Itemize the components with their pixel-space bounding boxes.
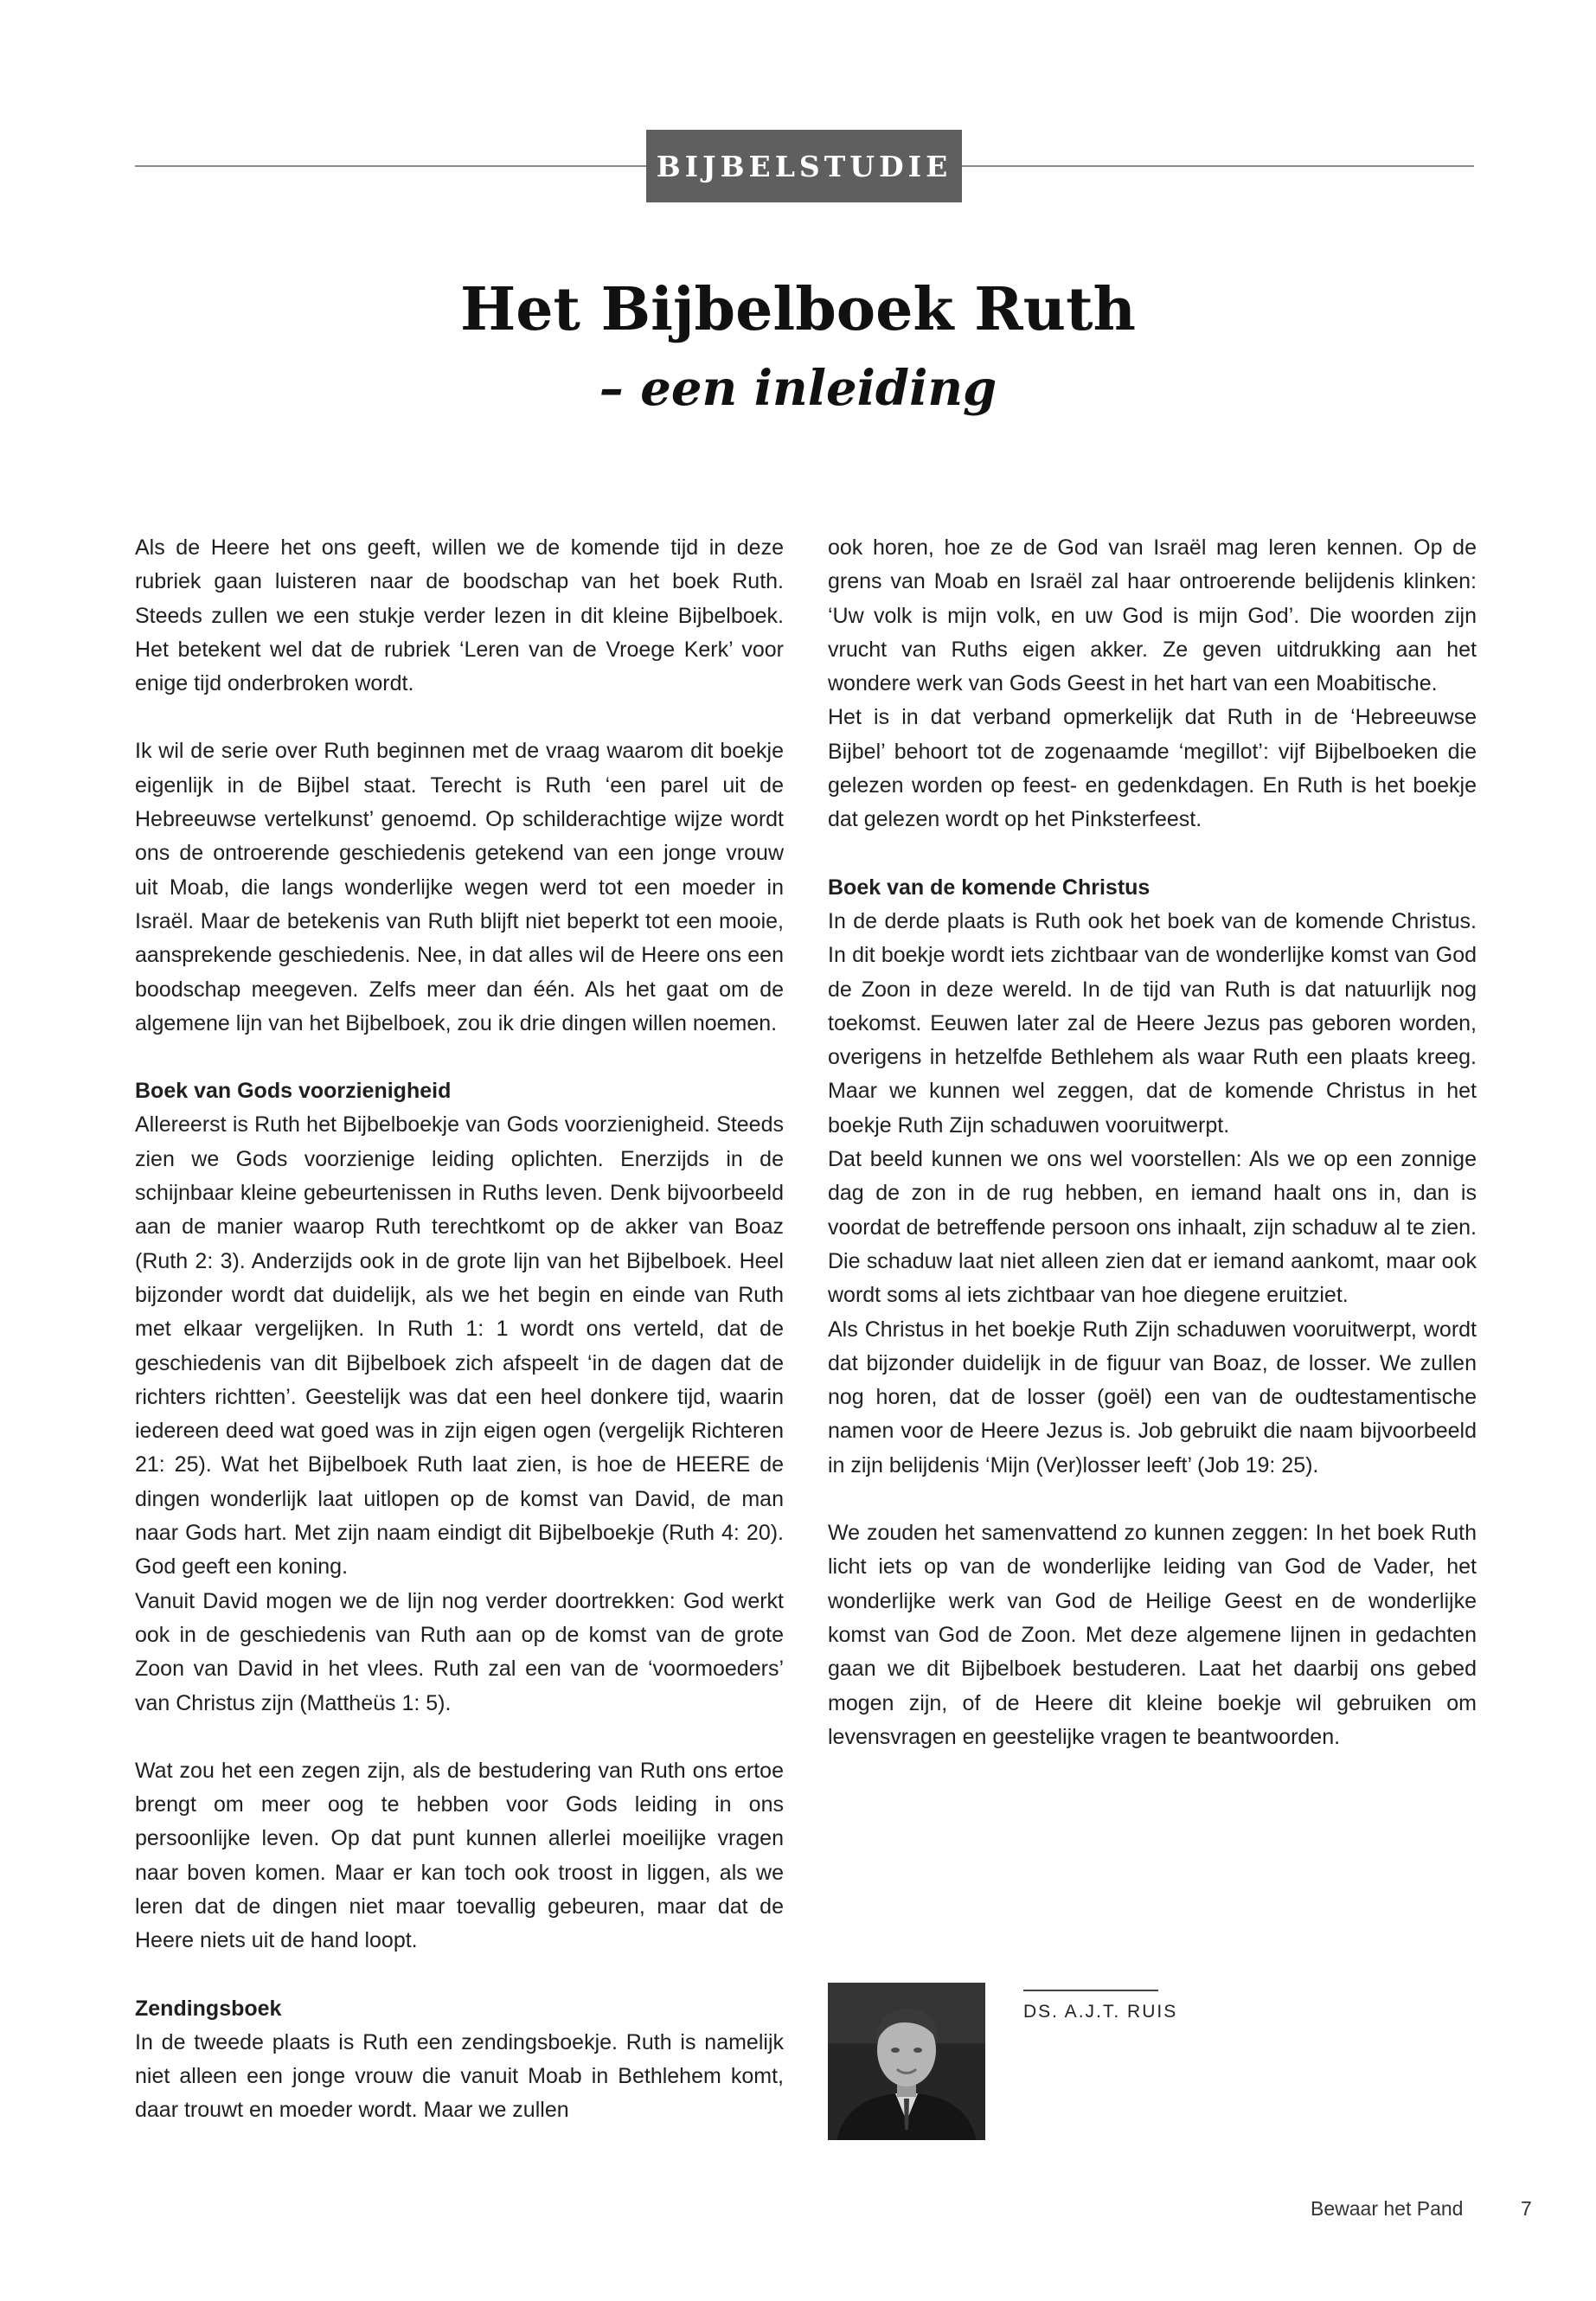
footer-magazine-name: Bewaar het Pand bbox=[1311, 2197, 1464, 2220]
section-heading: Boek van Gods voorzienigheid bbox=[135, 1079, 452, 1104]
footer-page-number: 7 bbox=[1521, 2197, 1532, 2220]
paragraph: Als Christus in het boekje Ruth Zijn schaduwen vooruitwerpt, wordt dat bijzonder duidelijk in de figuur van Boaz, de losser. We zullen nog horen, dat de losser (goël) een van de oudtestamentische namen voor de Heere Jezus is. Job gebruikt die naam bijvoorbeeld in zijn belijdenis ‘Mijn (Ver)losser leeft’ (Job 19: 25). bbox=[828, 1317, 1477, 1477]
paragraph: Als de Heere het ons geeft, willen we de komende tijd in deze rubriek gaan luisteren naar de boodschap van het boek Ruth. Steeds zullen we een stukje verder lezen in dit kleine Bijbelboek. Het betekent wel dat de rubriek ‘Leren van de Vroege Kerk’ voor enige tijd onderbroken wordt. bbox=[135, 535, 784, 696]
paragraph: In de tweede plaats is Ruth een zendingsboekje. Ruth is namelijk niet alleen een jonge vrouw die vanuit Moab in Bethlehem komt, daar trouwt en moeder wordt. Maar we zullen bbox=[135, 2029, 784, 2123]
author-portrait bbox=[828, 1983, 985, 2140]
author-rule bbox=[1023, 1990, 1158, 1991]
header-rule-left bbox=[135, 165, 646, 167]
article-title: Het Bijbelboek Ruth bbox=[460, 275, 1136, 344]
article-subtitle: – een inleiding bbox=[599, 360, 997, 417]
paragraph: Vanuit David mogen we de lijn nog verder doortrekken: God werkt ook in de geschiedenis van Ruth aan op de komst van de grote Zoon van David in het vlees. Ruth zal een van de ‘voormoeders’ van Christus zijn (Mattheüs 1: 5). bbox=[135, 1588, 784, 1715]
paragraph: Dat beeld kunnen we ons wel voorstellen: Als we op een zonnige dag de zon in de rug hebben, en iemand haalt ons in, dan is voordat de betreffende persoon ons inhaalt, zijn schaduw al te zien. Die schaduw laat niet alleen zien dat er iemand aankomt, maar ook wordt soms al iets zichtbaar van hoe diegene eruitziet. bbox=[828, 1147, 1477, 1308]
header-rule-right bbox=[962, 165, 1474, 167]
section-heading: Zendingsboek bbox=[135, 1996, 282, 2021]
paragraph: ook horen, hoe ze de God van Israël mag leren kennen. Op de grens van Moab en Israël zal haar ontroerende belijdenis klinken: ‘Uw volk is mijn volk, en uw God is mijn God’. Die woorden zijn vrucht van Ruths eigen akker. Ze geven uitdrukking aan het wondere werk van Gods Geest in het hart van een Moabitische. bbox=[828, 535, 1477, 696]
body-column-right bbox=[828, 531, 1477, 1754]
section-label: BIJBELSTUDIE bbox=[646, 130, 962, 202]
paragraph: We zouden het samenvattend zo kunnen zeggen: In het boek Ruth licht iets op van de wonderlijke leiding van God de Vader, het wonderlijke werk van God de Heilige Geest en de wonderlijke komst van God de Zoon. Met deze algemene lijnen in gedachten gaan we dit Bijbelboek bestuderen. Laat het daarbij ons gebed mogen zijn, of de Heere dit kleine boekje wil gebruiken om levensvragen en geestelijke vragen te beantwoorden. bbox=[828, 1521, 1477, 1749]
paragraph: Allereerst is Ruth het Bijbelboekje van Gods voorzienigheid. Steeds zien we Gods voorzienige leiding oplichten. Enerzijds in de schijnbaar kleine gebeurtenissen in Ruths leven. Denk bijvoorbeeld aan de manier waarop Ruth terechtkomt op de akker van Boaz (Ruth 2: 3). Anderzijds ook in de grote lijn van het Bijbelboek. Heel bijzonder wordt dat duidelijk, als we het begin en einde van Ruth met elkaar vergelijken. In Ruth 1: 1 wordt ons verteld, dat de geschiedenis van dit Bijbelboek zich afspeelt ‘in de dagen dat de richters richtten’. Geestelijk was dat een heel donkere tijd, waarin iedereen deed wat goed was in zijn eigen ogen (vergelijk Richteren 21: 25). Wat het Bijbelboek Ruth laat zien, is hoe de HEERE de dingen wonderlijk laat uitlopen op de komst van David, de man naar Gods hart. Met zijn naam eindigt dit Bijbelboekje (Ruth 4: 20). God geeft een koning. bbox=[135, 1112, 784, 1580]
author-name: DS. A.J.T. RUIS bbox=[1023, 2002, 1178, 2022]
paragraph: Het is in dat verband opmerkelijk dat Ruth in de ‘Hebreeuwse Bijbel’ behoort tot de zogenaamde ‘megillot’: vijf Bijbelboeken die gelezen worden op feest- en gedenkdagen. En Ruth is het boekje dat gelezen wordt op het Pinksterfeest. bbox=[828, 705, 1477, 832]
body-column-left bbox=[135, 531, 784, 2128]
paragraph: Wat zou het een zegen zijn, als de bestudering van Ruth ons ertoe brengt om meer oog te hebben voor Gods leiding in ons persoonlijke leven. Op dat punt kunnen allerlei moeilijke vragen naar boven komen. Maar er kan toch ook troost in liggen, als we leren dat de dingen niet maar toevallig gebeuren, maar dat de Heere niets uit de hand loopt. bbox=[135, 1758, 784, 1953]
paragraph: Ik wil de serie over Ruth beginnen met de vraag waarom dit boekje eigenlijk in de Bijbel staat. Terecht is Ruth ‘een parel uit de Hebreeuwse vertelkunst’ genoemd. Op schilderachtige wijze wordt ons de ontroerende geschiedenis getekend van een jonge vrouw uit Moab, die langs wonderlijke wegen werd tot een moeder in Israël. Maar de betekenis van Ruth blijft niet beperkt tot een mooie, aansprekende geschiedenis. Nee, in dat alles wil de Heere ons een boodschap meegeven. Zelfs meer dan één. Als het gaat om de algemene lijn van het Bijbelboek, zou ik drie dingen willen noemen. bbox=[135, 739, 784, 1035]
section-heading: Boek van de komende Christus bbox=[828, 875, 1151, 900]
person-icon bbox=[828, 1983, 985, 2140]
paragraph: In de derde plaats is Ruth ook het boek van de komende Christus. In dit boekje wordt iets zichtbaar van de wonderlijke komst van God de Zoon in deze wereld. In de tijd van Ruth is dat natuurlijk nog toekomst. Eeuwen later zal de Heere Jezus pas geboren worden, overigens in hetzelfde Bethlehem als waar Ruth een plaats kreeg. Maar we kunnen wel zeggen, dat de komende Christus in het boekje Ruth Zijn schaduwen vooruitwerpt. bbox=[828, 908, 1477, 1138]
